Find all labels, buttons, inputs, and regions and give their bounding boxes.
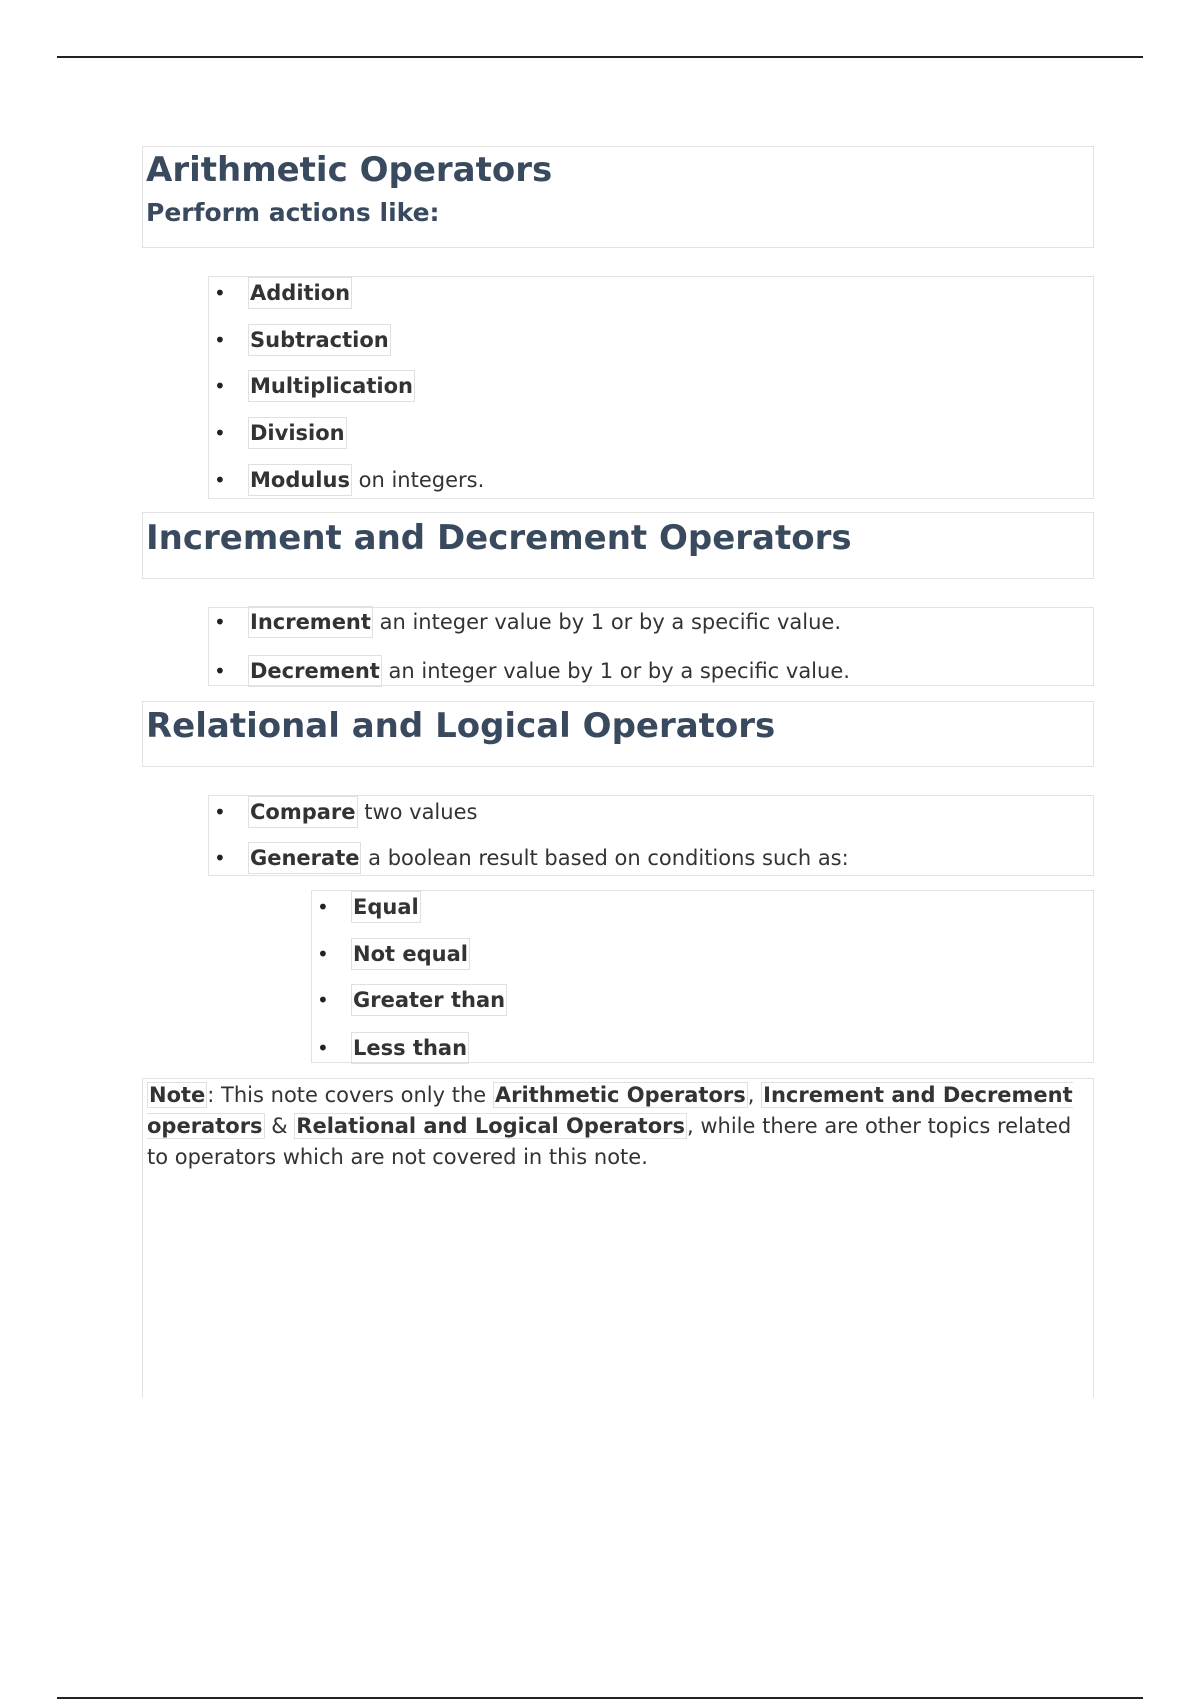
note-text-1: : This note covers only the [207, 1083, 493, 1107]
list-item-not-equal [317, 938, 470, 970]
item-term: Not equal [351, 938, 470, 970]
list-item-increment [214, 606, 842, 638]
list-item-equal [317, 891, 421, 923]
item-term: Increment [248, 606, 373, 638]
item-text: an integer value by 1 or by a specific value. [372, 610, 842, 634]
note-text-4: , while there are other topics related to operators which are not covered in this note. [147, 1114, 1072, 1169]
item-text: an integer value by 1 or by a specific value. [381, 659, 850, 683]
list-item-modulus [214, 464, 485, 496]
item-term: Less than [351, 1032, 469, 1064]
bullet-icon: • [214, 659, 226, 683]
bullet-icon: • [317, 1036, 329, 1060]
item-text: on integers. [351, 468, 485, 492]
item-term: Multiplication [248, 370, 415, 402]
bullet-icon: • [214, 281, 226, 305]
item-term: Decrement [248, 655, 382, 687]
increment-title: Increment and Decrement Operators [146, 518, 852, 558]
bottom-rule [57, 1697, 1143, 1699]
item-term: Modulus [248, 464, 352, 496]
item-term: Subtraction [248, 324, 391, 356]
item-term: Generate [248, 842, 361, 874]
list-item-decrement [214, 655, 850, 687]
relational-title: Relational and Logical Operators [146, 706, 776, 746]
list-item-less-than [317, 1032, 469, 1064]
list-item-subtraction [214, 324, 391, 356]
note-text-2: , [747, 1083, 762, 1107]
item-text: two values [357, 800, 478, 824]
bullet-icon: • [214, 374, 226, 398]
note-paragraph [147, 1080, 1095, 1173]
note-term-arithmetic: Arithmetic Operators [494, 1083, 746, 1107]
item-term: Greater than [351, 984, 507, 1016]
note-term-increment: Increment and Decrement operators [147, 1083, 1073, 1138]
list-item-addition [214, 277, 352, 309]
item-term: Addition [248, 277, 352, 309]
bullet-icon: • [214, 468, 226, 492]
list-item-compare [214, 796, 478, 828]
list-item-multiplication [214, 370, 415, 402]
arithmetic-title: Arithmetic Operators [146, 150, 553, 190]
bullet-icon: • [214, 846, 226, 870]
note-text-3: & [264, 1114, 295, 1138]
bullet-icon: • [317, 942, 329, 966]
list-item-division [214, 417, 347, 449]
top-rule [57, 56, 1143, 58]
bullet-icon: • [214, 421, 226, 445]
item-term: Division [248, 417, 347, 449]
list-item-greater-than [317, 984, 507, 1016]
item-text: a boolean result based on conditions such as: [361, 846, 849, 870]
arithmetic-subtitle: Perform actions like: [146, 198, 440, 227]
item-term: Compare [248, 796, 358, 828]
bullet-icon: • [214, 800, 226, 824]
item-term: Equal [351, 891, 421, 923]
bullet-icon: • [317, 895, 329, 919]
note-label: Note [149, 1083, 206, 1107]
bullet-icon: • [214, 610, 226, 634]
list-item-generate [214, 842, 849, 874]
note-term-relational: Relational and Logical Operators [296, 1114, 685, 1138]
bullet-icon: • [214, 328, 226, 352]
bullet-icon: • [317, 988, 329, 1012]
